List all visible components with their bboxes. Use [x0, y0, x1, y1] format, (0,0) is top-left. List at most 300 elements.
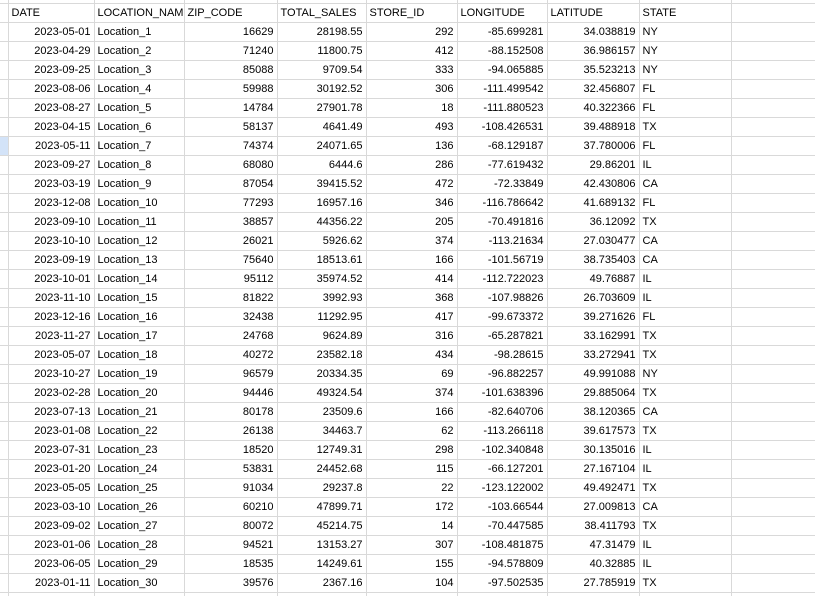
column-header-latitude[interactable]: LATITUDE: [547, 3, 639, 22]
row-gutter[interactable]: [0, 402, 8, 421]
cell-longitude[interactable]: -116.786642: [457, 193, 547, 212]
cell-filler[interactable]: [731, 79, 815, 98]
cell-filler[interactable]: [731, 155, 815, 174]
cell-longitude[interactable]: -65.287821: [457, 326, 547, 345]
cell-zip_code[interactable]: 60210: [184, 497, 277, 516]
cell-zip_code[interactable]: 71240: [184, 41, 277, 60]
cell-store_id[interactable]: 417: [366, 307, 457, 326]
cell-filler[interactable]: [731, 478, 815, 497]
cell-location_name[interactable]: Location_17: [94, 326, 184, 345]
cell-store_id[interactable]: 166: [366, 402, 457, 421]
column-header-total_sales[interactable]: TOTAL_SALES: [277, 3, 366, 22]
cell-state[interactable]: IL: [639, 440, 731, 459]
cell-total_sales[interactable]: 12749.31: [277, 440, 366, 459]
cell-store_id[interactable]: 292: [366, 22, 457, 41]
row-gutter[interactable]: [0, 364, 8, 383]
cell-zip_code[interactable]: 16629: [184, 22, 277, 41]
cell-store_id[interactable]: 104: [366, 573, 457, 592]
cell-state[interactable]: IL: [639, 269, 731, 288]
row-gutter[interactable]: [0, 60, 8, 79]
cell-total_sales[interactable]: 9624.89: [277, 326, 366, 345]
cell-date[interactable]: 2023-06-05: [8, 554, 94, 573]
cell-location_name[interactable]: Location_13: [94, 250, 184, 269]
row-gutter[interactable]: [0, 554, 8, 573]
cell-zip_code[interactable]: 80178: [184, 402, 277, 421]
cell-longitude[interactable]: -102.340848: [457, 440, 547, 459]
cell-total_sales[interactable]: 27901.78: [277, 98, 366, 117]
cell-latitude[interactable]: 38.735403: [547, 250, 639, 269]
cell-date[interactable]: 2023-01-06: [8, 535, 94, 554]
cell-zip_code[interactable]: 59988: [184, 79, 277, 98]
cell-state[interactable]: TX: [639, 212, 731, 231]
cell-total_sales[interactable]: 18513.61: [277, 250, 366, 269]
cell-state[interactable]: CA: [639, 250, 731, 269]
cell-filler[interactable]: [731, 117, 815, 136]
row-gutter[interactable]: [0, 193, 8, 212]
cell-date[interactable]: 2023-01-08: [8, 421, 94, 440]
cell-state[interactable]: TX: [639, 345, 731, 364]
cell-zip_code[interactable]: 32438: [184, 307, 277, 326]
cell-filler[interactable]: [731, 60, 815, 79]
cell-latitude[interactable]: 27.167104: [547, 459, 639, 478]
cell-date[interactable]: 2023-10-01: [8, 269, 94, 288]
cell-state[interactable]: FL: [639, 193, 731, 212]
row-gutter[interactable]: [0, 98, 8, 117]
row-gutter[interactable]: [0, 250, 8, 269]
row-gutter[interactable]: [0, 41, 8, 60]
cell-location_name[interactable]: Location_21: [94, 402, 184, 421]
cell-store_id[interactable]: 414: [366, 269, 457, 288]
row-gutter[interactable]: [0, 573, 8, 592]
cell-zip_code[interactable]: 18535: [184, 554, 277, 573]
cell-store_id[interactable]: 166: [366, 250, 457, 269]
cell-state[interactable]: IL: [639, 535, 731, 554]
cell-store_id[interactable]: 493: [366, 117, 457, 136]
cell-location_name[interactable]: Location_16: [94, 307, 184, 326]
cell-store_id[interactable]: 69: [366, 364, 457, 383]
cell-longitude[interactable]: -94.065885: [457, 60, 547, 79]
cell-total_sales[interactable]: 9709.54: [277, 60, 366, 79]
column-header-state[interactable]: STATE: [639, 3, 731, 22]
cell-date[interactable]: 2023-07-31: [8, 440, 94, 459]
cell-state[interactable]: IL: [639, 288, 731, 307]
cell-state[interactable]: FL: [639, 98, 731, 117]
cell-zip_code[interactable]: 14784: [184, 98, 277, 117]
cell-longitude[interactable]: -101.56719: [457, 250, 547, 269]
cell-longitude[interactable]: -96.882257: [457, 364, 547, 383]
cell-filler[interactable]: [731, 174, 815, 193]
cell-location_name[interactable]: Location_11: [94, 212, 184, 231]
cell-longitude[interactable]: -101.638396: [457, 383, 547, 402]
cell-state[interactable]: IL: [639, 554, 731, 573]
cell-filler[interactable]: [731, 573, 815, 592]
cell-location_name[interactable]: Location_20: [94, 383, 184, 402]
cell-longitude[interactable]: -68.129187: [457, 136, 547, 155]
cell-date[interactable]: 2023-07-13: [8, 402, 94, 421]
cell-state[interactable]: CA: [639, 402, 731, 421]
cell-total_sales[interactable]: 4641.49: [277, 117, 366, 136]
cell-date[interactable]: 2023-09-02: [8, 516, 94, 535]
cell-longitude[interactable]: -66.127201: [457, 459, 547, 478]
cell-total_sales[interactable]: 49324.54: [277, 383, 366, 402]
cell-latitude[interactable]: 47.31479: [547, 535, 639, 554]
row-gutter[interactable]: [0, 326, 8, 345]
cell-latitude[interactable]: 38.120365: [547, 402, 639, 421]
cell-total_sales[interactable]: 44356.22: [277, 212, 366, 231]
cell-state[interactable]: TX: [639, 326, 731, 345]
cell-longitude[interactable]: -103.66544: [457, 497, 547, 516]
cell-total_sales[interactable]: 24452.68: [277, 459, 366, 478]
cell-store_id[interactable]: 136: [366, 136, 457, 155]
cell-total_sales[interactable]: 24071.65: [277, 136, 366, 155]
cell-location_name[interactable]: Location_12: [94, 231, 184, 250]
cell-zip_code[interactable]: 40272: [184, 345, 277, 364]
cell-state[interactable]: TX: [639, 421, 731, 440]
column-header-location_name[interactable]: LOCATION_NAM: [94, 3, 184, 22]
row-gutter[interactable]: [0, 383, 8, 402]
cell-store_id[interactable]: 434: [366, 345, 457, 364]
cell-latitude[interactable]: 38.411793: [547, 516, 639, 535]
cell-zip_code[interactable]: 85088: [184, 60, 277, 79]
cell-date[interactable]: 2023-01-20: [8, 459, 94, 478]
cell-filler[interactable]: [731, 231, 815, 250]
cell-location_name[interactable]: Location_14: [94, 269, 184, 288]
column-header-store_id[interactable]: STORE_ID: [366, 3, 457, 22]
cell-store_id[interactable]: 155: [366, 554, 457, 573]
cell-zip_code[interactable]: 80072: [184, 516, 277, 535]
cell-date[interactable]: 2023-05-01: [8, 22, 94, 41]
cell-date[interactable]: 2023-11-27: [8, 326, 94, 345]
cell-filler[interactable]: [731, 459, 815, 478]
cell-longitude[interactable]: -108.426531: [457, 117, 547, 136]
cell-latitude[interactable]: 29.86201: [547, 155, 639, 174]
cell-state[interactable]: NY: [639, 60, 731, 79]
cell-date[interactable]: 2023-02-28: [8, 383, 94, 402]
cell-total_sales[interactable]: 2367.16: [277, 573, 366, 592]
row-gutter[interactable]: [0, 516, 8, 535]
cell-latitude[interactable]: 33.272941: [547, 345, 639, 364]
cell-zip_code[interactable]: 75640: [184, 250, 277, 269]
cell-date[interactable]: 2023-04-15: [8, 117, 94, 136]
cell-latitude[interactable]: 33.162991: [547, 326, 639, 345]
cell-longitude[interactable]: -85.699281: [457, 22, 547, 41]
cell-state[interactable]: CA: [639, 497, 731, 516]
cell-longitude[interactable]: -70.447585: [457, 516, 547, 535]
cell-total_sales[interactable]: 35974.52: [277, 269, 366, 288]
cell-longitude[interactable]: -72.33849: [457, 174, 547, 193]
cell-zip_code[interactable]: 96579: [184, 364, 277, 383]
cell-date[interactable]: 2023-05-07: [8, 345, 94, 364]
cell-longitude[interactable]: -123.122002: [457, 478, 547, 497]
column-header-date[interactable]: DATE: [8, 3, 94, 22]
cell-filler[interactable]: [731, 250, 815, 269]
cell-latitude[interactable]: 32.456807: [547, 79, 639, 98]
cell-latitude[interactable]: 26.703609: [547, 288, 639, 307]
cell-location_name[interactable]: Location_28: [94, 535, 184, 554]
cell-filler[interactable]: [731, 421, 815, 440]
cell-longitude[interactable]: -108.481875: [457, 535, 547, 554]
cell-date[interactable]: 2023-08-27: [8, 98, 94, 117]
cell-store_id[interactable]: 62: [366, 421, 457, 440]
cell-longitude[interactable]: -88.152508: [457, 41, 547, 60]
cell-total_sales[interactable]: 20334.35: [277, 364, 366, 383]
row-gutter[interactable]: [0, 497, 8, 516]
cell-filler[interactable]: [731, 269, 815, 288]
cell-location_name[interactable]: Location_30: [94, 573, 184, 592]
cell-total_sales[interactable]: 28198.55: [277, 22, 366, 41]
cell-date[interactable]: 2023-05-11: [8, 136, 94, 155]
cell-date[interactable]: 2023-09-10: [8, 212, 94, 231]
cell-store_id[interactable]: 298: [366, 440, 457, 459]
cell-zip_code[interactable]: 24768: [184, 326, 277, 345]
row-gutter[interactable]: [0, 117, 8, 136]
cell-zip_code[interactable]: 58137: [184, 117, 277, 136]
cell-total_sales[interactable]: 11800.75: [277, 41, 366, 60]
cell-filler[interactable]: [731, 212, 815, 231]
cell-state[interactable]: CA: [639, 231, 731, 250]
cell-location_name[interactable]: Location_6: [94, 117, 184, 136]
cell-filler[interactable]: [731, 98, 815, 117]
cell-zip_code[interactable]: 26138: [184, 421, 277, 440]
cell-store_id[interactable]: 306: [366, 79, 457, 98]
cell-zip_code[interactable]: 94446: [184, 383, 277, 402]
column-header-longitude[interactable]: LONGITUDE: [457, 3, 547, 22]
cell-location_name[interactable]: Location_25: [94, 478, 184, 497]
row-gutter[interactable]: [0, 155, 8, 174]
cell-location_name[interactable]: Location_27: [94, 516, 184, 535]
cell-longitude[interactable]: -77.619432: [457, 155, 547, 174]
cell-filler[interactable]: [731, 516, 815, 535]
cell-store_id[interactable]: 18: [366, 98, 457, 117]
cell-total_sales[interactable]: 30192.52: [277, 79, 366, 98]
cell-state[interactable]: FL: [639, 136, 731, 155]
cell-total_sales[interactable]: 14249.61: [277, 554, 366, 573]
row-gutter[interactable]: [0, 174, 8, 193]
row-gutter[interactable]: [0, 535, 8, 554]
cell-state[interactable]: TX: [639, 383, 731, 402]
cell-location_name[interactable]: Location_5: [94, 98, 184, 117]
cell-date[interactable]: 2023-01-11: [8, 573, 94, 592]
cell-location_name[interactable]: Location_15: [94, 288, 184, 307]
cell-location_name[interactable]: Location_7: [94, 136, 184, 155]
cell-location_name[interactable]: Location_8: [94, 155, 184, 174]
cell-filler[interactable]: [731, 136, 815, 155]
cell-state[interactable]: NY: [639, 22, 731, 41]
cell-date[interactable]: 2023-10-27: [8, 364, 94, 383]
cell-zip_code[interactable]: 74374: [184, 136, 277, 155]
cell-state[interactable]: NY: [639, 364, 731, 383]
row-gutter[interactable]: [0, 22, 8, 41]
cell-total_sales[interactable]: 6444.6: [277, 155, 366, 174]
cell-total_sales[interactable]: 5926.62: [277, 231, 366, 250]
cell-location_name[interactable]: Location_4: [94, 79, 184, 98]
row-gutter[interactable]: [0, 231, 8, 250]
cell-store_id[interactable]: 316: [366, 326, 457, 345]
cell-longitude[interactable]: -94.578809: [457, 554, 547, 573]
cell-longitude[interactable]: -70.491816: [457, 212, 547, 231]
cell-filler[interactable]: [731, 383, 815, 402]
row-gutter[interactable]: [0, 212, 8, 231]
row-gutter[interactable]: [0, 478, 8, 497]
cell-longitude[interactable]: -107.98826: [457, 288, 547, 307]
cell-date[interactable]: 2023-08-06: [8, 79, 94, 98]
cell-latitude[interactable]: 42.430806: [547, 174, 639, 193]
cell-zip_code[interactable]: 94521: [184, 535, 277, 554]
cell-latitude[interactable]: 39.271626: [547, 307, 639, 326]
row-gutter[interactable]: [0, 459, 8, 478]
cell-longitude[interactable]: -113.21634: [457, 231, 547, 250]
cell-store_id[interactable]: 307: [366, 535, 457, 554]
row-gutter[interactable]: [0, 79, 8, 98]
cell-filler[interactable]: [731, 288, 815, 307]
cell-longitude[interactable]: -97.502535: [457, 573, 547, 592]
cell-latitude[interactable]: 40.322366: [547, 98, 639, 117]
cell-state[interactable]: IL: [639, 155, 731, 174]
cell-filler[interactable]: [731, 41, 815, 60]
cell-zip_code[interactable]: 77293: [184, 193, 277, 212]
cell-date[interactable]: 2023-12-08: [8, 193, 94, 212]
cell-date[interactable]: 2023-03-19: [8, 174, 94, 193]
cell-latitude[interactable]: 34.038819: [547, 22, 639, 41]
cell-zip_code[interactable]: 26021: [184, 231, 277, 250]
cell-latitude[interactable]: 49.492471: [547, 478, 639, 497]
cell-zip_code[interactable]: 38857: [184, 212, 277, 231]
cell-zip_code[interactable]: 91034: [184, 478, 277, 497]
cell-latitude[interactable]: 27.785919: [547, 573, 639, 592]
cell-date[interactable]: 2023-09-27: [8, 155, 94, 174]
cell-store_id[interactable]: 172: [366, 497, 457, 516]
cell-zip_code[interactable]: 39576: [184, 573, 277, 592]
cell-zip_code[interactable]: 18520: [184, 440, 277, 459]
cell-state[interactable]: TX: [639, 117, 731, 136]
cell-store_id[interactable]: 368: [366, 288, 457, 307]
cell-total_sales[interactable]: 34463.7: [277, 421, 366, 440]
column-header-zip_code[interactable]: ZIP_CODE: [184, 3, 277, 22]
cell-store_id[interactable]: 374: [366, 231, 457, 250]
cell-store_id[interactable]: 14: [366, 516, 457, 535]
cell-date[interactable]: 2023-09-19: [8, 250, 94, 269]
cell-filler[interactable]: [731, 440, 815, 459]
cell-longitude[interactable]: -111.880523: [457, 98, 547, 117]
cell-latitude[interactable]: 41.689132: [547, 193, 639, 212]
cell-longitude[interactable]: -99.673372: [457, 307, 547, 326]
cell-zip_code[interactable]: 87054: [184, 174, 277, 193]
cell-filler[interactable]: [731, 22, 815, 41]
cell-latitude[interactable]: 36.986157: [547, 41, 639, 60]
row-gutter[interactable]: [0, 269, 8, 288]
cell-location_name[interactable]: Location_18: [94, 345, 184, 364]
cell-date[interactable]: 2023-03-10: [8, 497, 94, 516]
cell-longitude[interactable]: -112.722023: [457, 269, 547, 288]
cell-total_sales[interactable]: 13153.27: [277, 535, 366, 554]
cell-location_name[interactable]: Location_26: [94, 497, 184, 516]
cell-date[interactable]: 2023-04-29: [8, 41, 94, 60]
cell-latitude[interactable]: 39.488918: [547, 117, 639, 136]
cell-location_name[interactable]: Location_9: [94, 174, 184, 193]
row-gutter[interactable]: [0, 288, 8, 307]
cell-state[interactable]: CA: [639, 174, 731, 193]
cell-location_name[interactable]: Location_22: [94, 421, 184, 440]
cell-state[interactable]: IL: [639, 459, 731, 478]
cell-date[interactable]: 2023-11-10: [8, 288, 94, 307]
row-gutter[interactable]: [0, 136, 8, 155]
cell-state[interactable]: FL: [639, 79, 731, 98]
cell-filler[interactable]: [731, 345, 815, 364]
cell-total_sales[interactable]: 39415.52: [277, 174, 366, 193]
cell-total_sales[interactable]: 23582.18: [277, 345, 366, 364]
cell-filler[interactable]: [731, 497, 815, 516]
cell-total_sales[interactable]: 16957.16: [277, 193, 366, 212]
cell-latitude[interactable]: 49.76887: [547, 269, 639, 288]
cell-zip_code[interactable]: 68080: [184, 155, 277, 174]
cell-state[interactable]: FL: [639, 307, 731, 326]
cell-filler[interactable]: [731, 307, 815, 326]
cell-latitude[interactable]: 27.009813: [547, 497, 639, 516]
row-gutter[interactable]: [0, 345, 8, 364]
cell-store_id[interactable]: 205: [366, 212, 457, 231]
cell-latitude[interactable]: 36.12092: [547, 212, 639, 231]
cell-store_id[interactable]: 22: [366, 478, 457, 497]
cell-filler[interactable]: [731, 3, 815, 22]
row-gutter[interactable]: [0, 3, 8, 22]
cell-filler[interactable]: [731, 402, 815, 421]
cell-location_name[interactable]: Location_2: [94, 41, 184, 60]
cell-longitude[interactable]: -113.266118: [457, 421, 547, 440]
cell-latitude[interactable]: 49.991088: [547, 364, 639, 383]
cell-store_id[interactable]: 374: [366, 383, 457, 402]
cell-store_id[interactable]: 412: [366, 41, 457, 60]
cell-location_name[interactable]: Location_24: [94, 459, 184, 478]
cell-state[interactable]: TX: [639, 573, 731, 592]
cell-total_sales[interactable]: 45214.75: [277, 516, 366, 535]
cell-state[interactable]: TX: [639, 478, 731, 497]
cell-total_sales[interactable]: 23509.6: [277, 402, 366, 421]
cell-location_name[interactable]: Location_19: [94, 364, 184, 383]
cell-zip_code[interactable]: 95112: [184, 269, 277, 288]
cell-date[interactable]: 2023-09-25: [8, 60, 94, 79]
cell-store_id[interactable]: 333: [366, 60, 457, 79]
cell-longitude[interactable]: -82.640706: [457, 402, 547, 421]
cell-latitude[interactable]: 29.885064: [547, 383, 639, 402]
row-gutter[interactable]: [0, 421, 8, 440]
cell-state[interactable]: TX: [639, 516, 731, 535]
cell-longitude[interactable]: -98.28615: [457, 345, 547, 364]
cell-latitude[interactable]: 35.523213: [547, 60, 639, 79]
cell-location_name[interactable]: Location_29: [94, 554, 184, 573]
cell-filler[interactable]: [731, 535, 815, 554]
cell-total_sales[interactable]: 29237.8: [277, 478, 366, 497]
cell-filler[interactable]: [731, 554, 815, 573]
cell-location_name[interactable]: Location_3: [94, 60, 184, 79]
cell-location_name[interactable]: Location_10: [94, 193, 184, 212]
cell-date[interactable]: 2023-10-10: [8, 231, 94, 250]
cell-total_sales[interactable]: 11292.95: [277, 307, 366, 326]
cell-latitude[interactable]: 37.780006: [547, 136, 639, 155]
cell-latitude[interactable]: 30.135016: [547, 440, 639, 459]
cell-store_id[interactable]: 472: [366, 174, 457, 193]
cell-location_name[interactable]: Location_1: [94, 22, 184, 41]
cell-store_id[interactable]: 346: [366, 193, 457, 212]
cell-state[interactable]: NY: [639, 41, 731, 60]
row-gutter[interactable]: [0, 440, 8, 459]
cell-latitude[interactable]: 27.030477: [547, 231, 639, 250]
cell-location_name[interactable]: Location_23: [94, 440, 184, 459]
cell-store_id[interactable]: 286: [366, 155, 457, 174]
cell-store_id[interactable]: 115: [366, 459, 457, 478]
row-gutter[interactable]: [0, 307, 8, 326]
cell-zip_code[interactable]: 81822: [184, 288, 277, 307]
cell-latitude[interactable]: 40.32885: [547, 554, 639, 573]
